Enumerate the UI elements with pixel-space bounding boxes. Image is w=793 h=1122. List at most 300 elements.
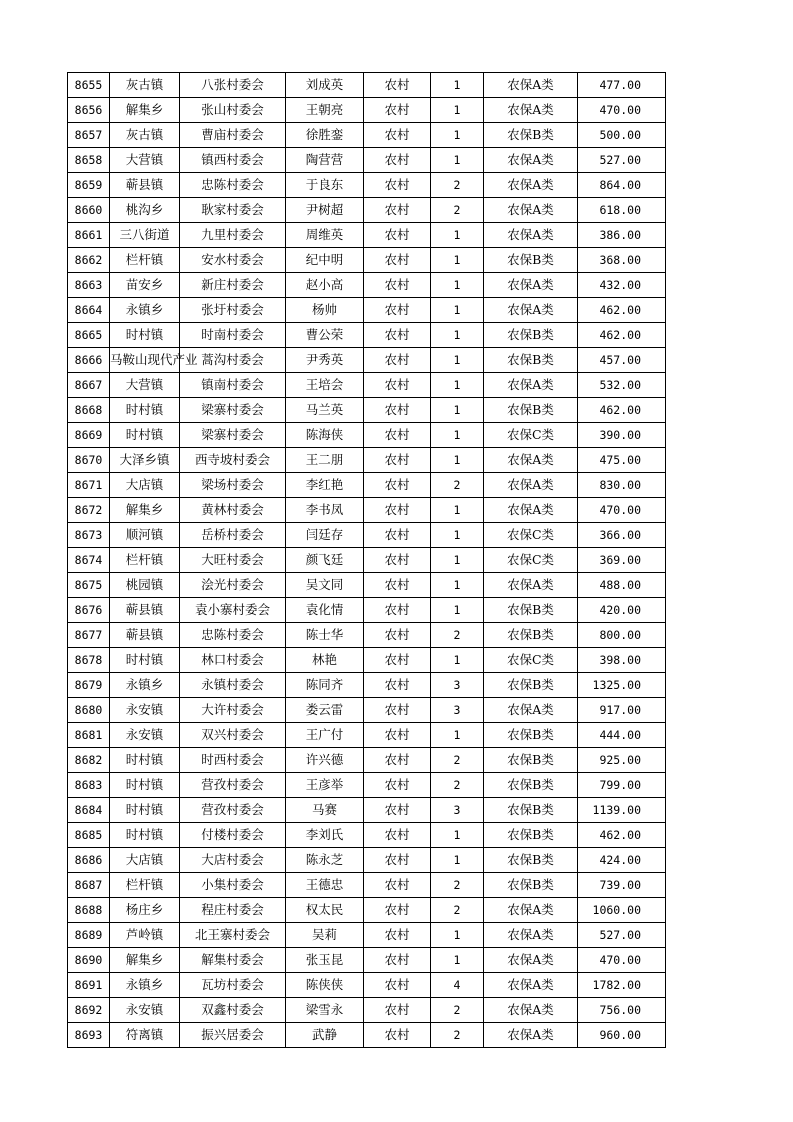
cell-member-count: 1 (431, 98, 484, 123)
table-row (68, 348, 666, 373)
cell-town: 永安镇 (110, 698, 180, 723)
cell-household-type: 农村 (364, 598, 431, 623)
cell-member-count: 1 (431, 348, 484, 373)
cell-record-id: 8680 (68, 698, 110, 723)
cell-village-committee: 解集村委会 (180, 948, 286, 973)
cell-village-committee: 时南村委会 (180, 323, 286, 348)
cell-member-count: 1 (431, 123, 484, 148)
cell-household-type: 农村 (364, 748, 431, 773)
cell-person-name: 尹秀英 (286, 348, 364, 373)
table-row (68, 648, 666, 673)
cell-insurance-category: 农保B类 (484, 398, 578, 423)
cell-household-type: 农村 (364, 273, 431, 298)
cell-amount: 800.00 (578, 623, 666, 648)
cell-village-committee: 梁寨村委会 (180, 423, 286, 448)
cell-amount: 369.00 (578, 548, 666, 573)
cell-member-count: 1 (431, 573, 484, 598)
cell-household-type: 农村 (364, 623, 431, 648)
table-row (68, 73, 666, 98)
cell-village-committee: 黄林村委会 (180, 498, 286, 523)
cell-insurance-category: 农保A类 (484, 373, 578, 398)
cell-village-committee: 小集村委会 (180, 873, 286, 898)
cell-town: 桃沟乡 (110, 198, 180, 223)
table-row (68, 298, 666, 323)
cell-household-type: 农村 (364, 173, 431, 198)
table-row (68, 923, 666, 948)
cell-town: 芦岭镇 (110, 923, 180, 948)
cell-record-id: 8664 (68, 298, 110, 323)
cell-member-count: 1 (431, 298, 484, 323)
cell-household-type: 农村 (364, 948, 431, 973)
cell-record-id: 8691 (68, 973, 110, 998)
cell-household-type: 农村 (364, 823, 431, 848)
cell-insurance-category: 农保A类 (484, 898, 578, 923)
cell-amount: 756.00 (578, 998, 666, 1023)
cell-amount: 390.00 (578, 423, 666, 448)
cell-household-type: 农村 (364, 548, 431, 573)
cell-village-committee: 永镇村委会 (180, 673, 286, 698)
cell-member-count: 1 (431, 373, 484, 398)
cell-town: 苗安乡 (110, 273, 180, 298)
cell-town: 解集乡 (110, 948, 180, 973)
cell-town: 桃园镇 (110, 573, 180, 598)
cell-town: 大泽乡镇 (110, 448, 180, 473)
cell-household-type: 农村 (364, 448, 431, 473)
cell-village-committee: 袁小寨村委会 (180, 598, 286, 623)
cell-household-type: 农村 (364, 148, 431, 173)
cell-village-committee: 八张村委会 (180, 73, 286, 98)
cell-amount: 470.00 (578, 498, 666, 523)
cell-record-id: 8659 (68, 173, 110, 198)
cell-amount: 500.00 (578, 123, 666, 148)
cell-insurance-category: 农保B类 (484, 798, 578, 823)
cell-insurance-category: 农保A类 (484, 273, 578, 298)
cell-household-type: 农村 (364, 898, 431, 923)
table-row (68, 398, 666, 423)
cell-record-id: 8692 (68, 998, 110, 1023)
cell-record-id: 8674 (68, 548, 110, 573)
cell-person-name: 李刘氏 (286, 823, 364, 848)
cell-household-type: 农村 (364, 348, 431, 373)
cell-insurance-category: 农保B类 (484, 673, 578, 698)
cell-household-type: 农村 (364, 923, 431, 948)
cell-record-id: 8656 (68, 98, 110, 123)
cell-record-id: 8665 (68, 323, 110, 348)
cell-member-count: 2 (431, 1023, 484, 1048)
cell-village-committee: 营孜村委会 (180, 798, 286, 823)
cell-household-type: 农村 (364, 323, 431, 348)
cell-person-name: 吴文同 (286, 573, 364, 598)
cell-insurance-category: 农保B类 (484, 848, 578, 873)
table-row (68, 473, 666, 498)
cell-record-id: 8667 (68, 373, 110, 398)
cell-amount: 424.00 (578, 848, 666, 873)
cell-insurance-category: 农保B类 (484, 873, 578, 898)
cell-village-committee: 新庄村委会 (180, 273, 286, 298)
cell-member-count: 3 (431, 798, 484, 823)
cell-record-id: 8684 (68, 798, 110, 823)
cell-village-committee: 付楼村委会 (180, 823, 286, 848)
cell-member-count: 1 (431, 523, 484, 548)
records-table (67, 72, 666, 1048)
cell-member-count: 1 (431, 448, 484, 473)
cell-household-type: 农村 (364, 673, 431, 698)
cell-amount: 420.00 (578, 598, 666, 623)
table-row (68, 698, 666, 723)
cell-record-id: 8678 (68, 648, 110, 673)
cell-insurance-category: 农保A类 (484, 573, 578, 598)
table-row (68, 723, 666, 748)
cell-town: 永镇乡 (110, 673, 180, 698)
cell-household-type: 农村 (364, 198, 431, 223)
cell-insurance-category: 农保A类 (484, 173, 578, 198)
cell-town: 符离镇 (110, 1023, 180, 1048)
cell-person-name: 武静 (286, 1023, 364, 1048)
cell-person-name: 周维英 (286, 223, 364, 248)
cell-household-type: 农村 (364, 523, 431, 548)
cell-member-count: 4 (431, 973, 484, 998)
cell-person-name: 曹公荣 (286, 323, 364, 348)
cell-member-count: 1 (431, 823, 484, 848)
cell-village-committee: 时西村委会 (180, 748, 286, 773)
cell-record-id: 8661 (68, 223, 110, 248)
cell-village-committee: 西寺坡村委会 (180, 448, 286, 473)
cell-insurance-category: 农保A类 (484, 198, 578, 223)
cell-member-count: 1 (431, 148, 484, 173)
cell-town: 时村镇 (110, 823, 180, 848)
cell-town: 顺河镇 (110, 523, 180, 548)
cell-town: 杨庄乡 (110, 898, 180, 923)
cell-record-id: 8690 (68, 948, 110, 973)
cell-town: 三八街道 (110, 223, 180, 248)
cell-member-count: 1 (431, 648, 484, 673)
cell-record-id: 8693 (68, 1023, 110, 1048)
cell-person-name: 闫廷存 (286, 523, 364, 548)
cell-insurance-category: 农保A类 (484, 1023, 578, 1048)
cell-person-name: 赵小高 (286, 273, 364, 298)
cell-person-name: 陶营营 (286, 148, 364, 173)
cell-insurance-category: 农保A类 (484, 498, 578, 523)
table-row (68, 548, 666, 573)
cell-amount: 1139.00 (578, 798, 666, 823)
cell-member-count: 1 (431, 948, 484, 973)
cell-town: 大营镇 (110, 148, 180, 173)
cell-member-count: 1 (431, 548, 484, 573)
cell-person-name: 张玉昆 (286, 948, 364, 973)
cell-record-id: 8689 (68, 923, 110, 948)
cell-town: 时村镇 (110, 798, 180, 823)
cell-person-name: 李书凤 (286, 498, 364, 523)
cell-member-count: 2 (431, 473, 484, 498)
cell-person-name: 颜飞廷 (286, 548, 364, 573)
cell-person-name: 陈侠侠 (286, 973, 364, 998)
table-row (68, 823, 666, 848)
cell-household-type: 农村 (364, 73, 431, 98)
cell-record-id: 8662 (68, 248, 110, 273)
cell-insurance-category: 农保A类 (484, 923, 578, 948)
table-row (68, 948, 666, 973)
cell-amount: 925.00 (578, 748, 666, 773)
cell-insurance-category: 农保A类 (484, 698, 578, 723)
cell-insurance-category: 农保B类 (484, 248, 578, 273)
cell-village-committee: 忠陈村委会 (180, 623, 286, 648)
cell-person-name: 陈永芝 (286, 848, 364, 873)
cell-record-id: 8672 (68, 498, 110, 523)
cell-person-name: 刘成英 (286, 73, 364, 98)
cell-record-id: 8669 (68, 423, 110, 448)
cell-village-committee: 浍光村委会 (180, 573, 286, 598)
cell-record-id: 8671 (68, 473, 110, 498)
cell-member-count: 2 (431, 998, 484, 1023)
cell-record-id: 8668 (68, 398, 110, 423)
cell-town: 栏杆镇 (110, 873, 180, 898)
cell-record-id: 8658 (68, 148, 110, 173)
cell-household-type: 农村 (364, 98, 431, 123)
cell-village-committee: 大店村委会 (180, 848, 286, 873)
cell-person-name: 陈士华 (286, 623, 364, 648)
cell-amount: 457.00 (578, 348, 666, 373)
cell-record-id: 8670 (68, 448, 110, 473)
cell-member-count: 3 (431, 673, 484, 698)
cell-town: 蕲县镇 (110, 173, 180, 198)
table-row (68, 223, 666, 248)
cell-amount: 1782.00 (578, 973, 666, 998)
cell-household-type: 农村 (364, 123, 431, 148)
cell-amount: 739.00 (578, 873, 666, 898)
cell-amount: 470.00 (578, 98, 666, 123)
cell-insurance-category: 农保A类 (484, 473, 578, 498)
cell-person-name: 于良东 (286, 173, 364, 198)
cell-village-committee: 北王寨村委会 (180, 923, 286, 948)
cell-town: 马鞍山现代产业 (110, 348, 180, 373)
cell-person-name: 徐胜銮 (286, 123, 364, 148)
cell-record-id: 8681 (68, 723, 110, 748)
cell-amount: 368.00 (578, 248, 666, 273)
cell-insurance-category: 农保A类 (484, 998, 578, 1023)
cell-insurance-category: 农保A类 (484, 948, 578, 973)
cell-person-name: 王二朋 (286, 448, 364, 473)
table-row (68, 873, 666, 898)
cell-member-count: 1 (431, 498, 484, 523)
table-row (68, 523, 666, 548)
cell-household-type: 农村 (364, 973, 431, 998)
cell-amount: 386.00 (578, 223, 666, 248)
cell-town: 时村镇 (110, 648, 180, 673)
cell-record-id: 8688 (68, 898, 110, 923)
cell-town: 大店镇 (110, 848, 180, 873)
cell-record-id: 8682 (68, 748, 110, 773)
cell-person-name: 陈海侠 (286, 423, 364, 448)
cell-village-committee: 岳桥村委会 (180, 523, 286, 548)
table-row (68, 123, 666, 148)
cell-record-id: 8687 (68, 873, 110, 898)
cell-amount: 917.00 (578, 698, 666, 723)
cell-insurance-category: 农保B类 (484, 323, 578, 348)
cell-record-id: 8675 (68, 573, 110, 598)
cell-member-count: 2 (431, 173, 484, 198)
cell-record-id: 8660 (68, 198, 110, 223)
table-row (68, 273, 666, 298)
cell-town: 永安镇 (110, 998, 180, 1023)
records-table-body (68, 73, 666, 1048)
cell-household-type: 农村 (364, 848, 431, 873)
cell-town: 永镇乡 (110, 973, 180, 998)
cell-town: 时村镇 (110, 773, 180, 798)
table-row (68, 323, 666, 348)
cell-amount: 462.00 (578, 823, 666, 848)
table-row (68, 1023, 666, 1048)
cell-town: 蕲县镇 (110, 623, 180, 648)
cell-amount: 1060.00 (578, 898, 666, 923)
cell-amount: 444.00 (578, 723, 666, 748)
cell-village-committee: 安水村委会 (180, 248, 286, 273)
cell-record-id: 8679 (68, 673, 110, 698)
cell-member-count: 1 (431, 248, 484, 273)
cell-household-type: 农村 (364, 248, 431, 273)
cell-village-committee: 曹庙村委会 (180, 123, 286, 148)
table-row (68, 598, 666, 623)
cell-amount: 1325.00 (578, 673, 666, 698)
cell-village-committee: 程庄村委会 (180, 898, 286, 923)
cell-member-count: 1 (431, 73, 484, 98)
cell-record-id: 8676 (68, 598, 110, 623)
cell-member-count: 1 (431, 923, 484, 948)
table-row (68, 773, 666, 798)
cell-person-name: 王广付 (286, 723, 364, 748)
cell-member-count: 2 (431, 748, 484, 773)
cell-town: 时村镇 (110, 423, 180, 448)
cell-insurance-category: 农保C类 (484, 548, 578, 573)
table-row (68, 148, 666, 173)
cell-amount: 532.00 (578, 373, 666, 398)
cell-person-name: 陈同齐 (286, 673, 364, 698)
cell-amount: 462.00 (578, 323, 666, 348)
cell-insurance-category: 农保A类 (484, 448, 578, 473)
cell-record-id: 8666 (68, 348, 110, 373)
cell-person-name: 王朝亮 (286, 98, 364, 123)
table-row (68, 498, 666, 523)
cell-insurance-category: 农保A类 (484, 298, 578, 323)
cell-member-count: 2 (431, 898, 484, 923)
table-row (68, 98, 666, 123)
cell-insurance-category: 农保B类 (484, 773, 578, 798)
cell-village-committee: 双鑫村委会 (180, 998, 286, 1023)
cell-household-type: 农村 (364, 798, 431, 823)
cell-household-type: 农村 (364, 998, 431, 1023)
cell-record-id: 8655 (68, 73, 110, 98)
cell-amount: 618.00 (578, 198, 666, 223)
cell-village-committee: 梁寨村委会 (180, 398, 286, 423)
cell-member-count: 1 (431, 273, 484, 298)
cell-household-type: 农村 (364, 1023, 431, 1048)
table-row (68, 973, 666, 998)
cell-household-type: 农村 (364, 223, 431, 248)
cell-amount: 527.00 (578, 148, 666, 173)
cell-insurance-category: 农保C类 (484, 648, 578, 673)
cell-person-name: 梁雪永 (286, 998, 364, 1023)
cell-person-name: 林艳 (286, 648, 364, 673)
cell-household-type: 农村 (364, 298, 431, 323)
cell-village-committee: 忠陈村委会 (180, 173, 286, 198)
cell-household-type: 农村 (364, 373, 431, 398)
cell-village-committee: 林口村委会 (180, 648, 286, 673)
cell-village-committee: 镇西村委会 (180, 148, 286, 173)
cell-town: 解集乡 (110, 98, 180, 123)
cell-insurance-category: 农保A类 (484, 73, 578, 98)
table-row (68, 623, 666, 648)
cell-record-id: 8657 (68, 123, 110, 148)
cell-amount: 960.00 (578, 1023, 666, 1048)
table-row (68, 373, 666, 398)
cell-person-name: 王培会 (286, 373, 364, 398)
table-row (68, 573, 666, 598)
cell-member-count: 1 (431, 223, 484, 248)
cell-insurance-category: 农保B类 (484, 348, 578, 373)
cell-person-name: 杨帅 (286, 298, 364, 323)
table-row (68, 798, 666, 823)
cell-town: 灰古镇 (110, 123, 180, 148)
cell-member-count: 3 (431, 698, 484, 723)
cell-village-committee: 大许村委会 (180, 698, 286, 723)
cell-member-count: 1 (431, 323, 484, 348)
cell-person-name: 王德忠 (286, 873, 364, 898)
cell-amount: 366.00 (578, 523, 666, 548)
table-row (68, 748, 666, 773)
cell-person-name: 王彦举 (286, 773, 364, 798)
cell-person-name: 吴莉 (286, 923, 364, 948)
cell-record-id: 8677 (68, 623, 110, 648)
cell-member-count: 1 (431, 848, 484, 873)
cell-amount: 488.00 (578, 573, 666, 598)
cell-household-type: 农村 (364, 873, 431, 898)
cell-town: 栏杆镇 (110, 548, 180, 573)
cell-insurance-category: 农保B类 (484, 748, 578, 773)
cell-town: 灰古镇 (110, 73, 180, 98)
table-row (68, 448, 666, 473)
cell-household-type: 农村 (364, 573, 431, 598)
table-row (68, 998, 666, 1023)
cell-town: 时村镇 (110, 748, 180, 773)
cell-person-name: 马赛 (286, 798, 364, 823)
cell-person-name: 许兴德 (286, 748, 364, 773)
table-row (68, 673, 666, 698)
cell-village-committee: 瓦坊村委会 (180, 973, 286, 998)
table-row (68, 898, 666, 923)
cell-town: 解集乡 (110, 498, 180, 523)
cell-person-name: 马兰英 (286, 398, 364, 423)
cell-amount: 475.00 (578, 448, 666, 473)
cell-village-committee: 镇南村委会 (180, 373, 286, 398)
cell-member-count: 2 (431, 873, 484, 898)
cell-amount: 432.00 (578, 273, 666, 298)
cell-household-type: 农村 (364, 498, 431, 523)
cell-insurance-category: 农保B类 (484, 723, 578, 748)
cell-member-count: 1 (431, 723, 484, 748)
cell-member-count: 2 (431, 773, 484, 798)
cell-record-id: 8663 (68, 273, 110, 298)
cell-amount: 799.00 (578, 773, 666, 798)
table-row (68, 423, 666, 448)
cell-household-type: 农村 (364, 723, 431, 748)
cell-person-name: 娄云雷 (286, 698, 364, 723)
cell-person-name: 纪中明 (286, 248, 364, 273)
cell-record-id: 8686 (68, 848, 110, 873)
cell-record-id: 8673 (68, 523, 110, 548)
cell-village-committee: 营孜村委会 (180, 773, 286, 798)
cell-insurance-category: 农保A类 (484, 223, 578, 248)
cell-town: 蕲县镇 (110, 598, 180, 623)
cell-village-committee: 梁场村委会 (180, 473, 286, 498)
